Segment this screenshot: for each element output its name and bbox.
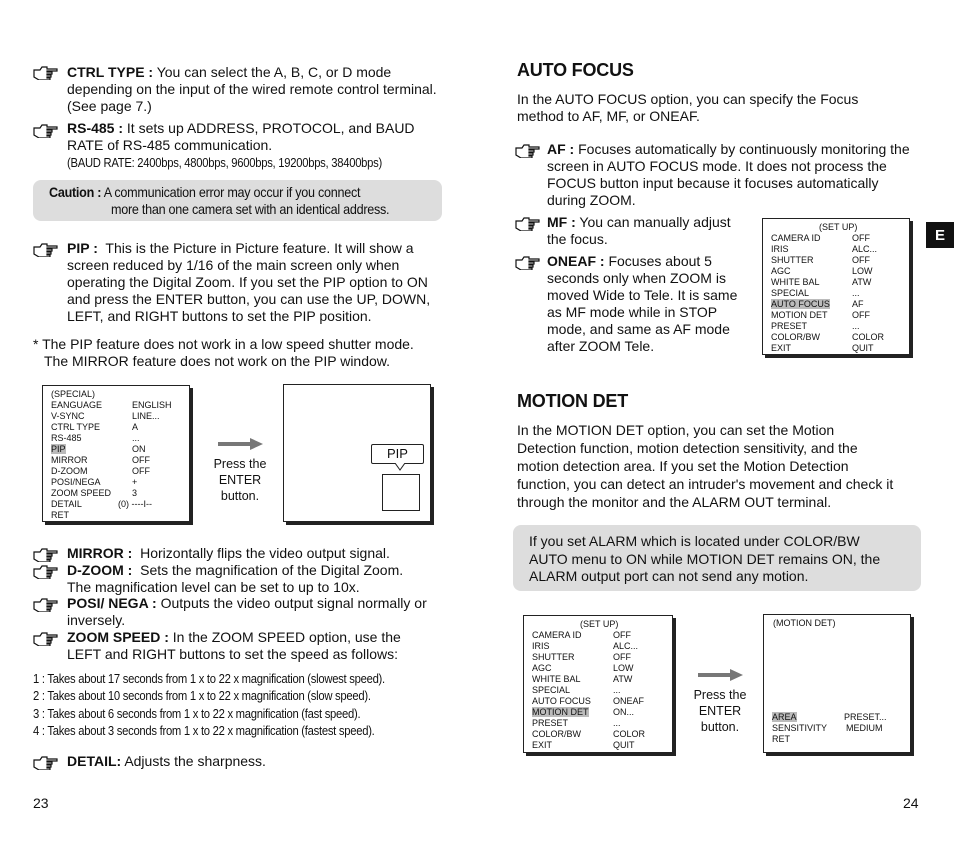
list-item: 4 : Takes about 3 seconds from 1 x to 22 x magnification (fastest speed). — [33, 723, 375, 738]
motion-det-intro: In the MOTION DET option, you can set the Motion Detection function, motion detection sensitivity, and the motion detection area. If you set the Motion Detection function, you can detect an intruder's movement and check it through the monitor and the ALARM OUT terminal. — [517, 422, 894, 510]
auto-focus-intro: In the AUTO FOCUS option, you can specify the Focus method to AF, MF, or ONEAF. — [517, 91, 859, 124]
selected-menu-item: MOTION DET — [532, 707, 589, 717]
mirror-item: MIRROR : Horizontally flips the video output signal. — [67, 545, 390, 561]
list-item: 2 : Takes about 10 seconds from 1 x to 22 x magnification (slow speed). — [33, 689, 371, 704]
press-enter-label: Press the ENTER button. — [693, 688, 747, 734]
pointing-hand-icon — [33, 632, 59, 646]
setup-menu-md: (SET UP) CAMERA ID OFF IRIS ALC... SHUTTER OFF AGC LOW WHITE BAL ATW SPECIAL ... AUTO FOCUS ONEAF MOTION DET ON... PRESET ... COLOR/BW COLOR EXIT QUIT — [523, 615, 673, 753]
selected-menu-item: AREA — [772, 712, 797, 722]
pointing-hand-icon — [33, 756, 59, 770]
press-enter-label: Press the ENTER button. — [213, 457, 267, 503]
list-item: 1 : Takes about 17 seconds from 1 x to 22 x magnification (slowest speed). — [33, 672, 385, 686]
posinega-item: POSI/ NEGA : Outputs the video output signal normally or inversely. — [67, 595, 427, 628]
pointing-hand-icon — [515, 217, 541, 231]
pip-window — [382, 474, 420, 511]
pointing-hand-icon — [33, 548, 59, 562]
detail-item: DETAIL: Adjusts the sharpness. — [67, 753, 266, 769]
selected-menu-item: AUTO FOCUS — [771, 299, 830, 309]
pointing-hand-icon — [515, 256, 541, 270]
callout-pointer-icon — [395, 463, 405, 471]
ctrl-type-item: CTRL TYPE : You can select the A, B, C, or D mode depending on the input of the wired remote control terminal. (See page 7.) — [67, 64, 437, 114]
section-tab-e: E — [926, 222, 954, 248]
dzoom-item: D-ZOOM : Sets the magnification of the Digital Zoom. The magnification level can be set to up to 10x. — [67, 562, 404, 595]
pointing-hand-icon — [33, 243, 59, 257]
right-arrow-icon — [698, 668, 744, 682]
pip-screen — [283, 384, 431, 522]
rs485-item: RS-485 : It sets up ADDRESS, PROTOCOL, and BAUD RATE of RS-485 communication. (BAUD RATE: 2400bps, 4800bps, 9600bps, 19200bps, 38400bps) — [67, 120, 415, 170]
oneaf-item: ONEAF : Focuses about 5 seconds only when ZOOM is moved Wide to Tele. It is same as MF mode while in STOP mode, and same as AF mode after ZOOM Tele. — [547, 253, 738, 354]
pointing-hand-icon — [33, 66, 59, 80]
right-arrow-icon — [218, 437, 264, 451]
pointing-hand-icon — [33, 565, 59, 579]
zoom-speed-list — [33, 671, 443, 740]
page-number-left: 23 — [33, 795, 49, 811]
af-item: AF : Focuses automatically by continuously monitoring the screen in AUTO FOCUS mode. It does not process the FOCUS button input because it focuses automatically during ZOOM. — [547, 141, 910, 208]
motion-det-heading: MOTION DET — [517, 391, 628, 411]
pointing-hand-icon — [33, 124, 59, 138]
list-item: 3 : Takes about 6 seconds from 1 x to 22 x magnification (fast speed). — [33, 706, 361, 721]
alarm-note-box: If you set ALARM which is located under COLOR/BW AUTO menu to ON while MOTION DET remains ON, the ALARM output port can not send any motion. — [513, 525, 921, 591]
pointing-hand-icon — [33, 598, 59, 612]
setup-menu-af: (SET UP) CAMERA ID OFF IRIS ALC... SHUTTER OFF AGC LOW WHITE BAL ATW SPECIAL ... AUTO FOCUS AF MOTION DET OFF PRESET ... COLOR/BW COLOR EXIT QUIT — [762, 218, 910, 355]
pointing-hand-icon — [515, 144, 541, 158]
pip-note: * The PIP feature does not work in a low speed shutter mode. The MIRROR feature does not work on the PIP window. — [33, 336, 414, 369]
special-menu: (SPECIAL) EANGUAGE ENGLISH V-SYNC LINE... CTRL TYPE A RS-485 ... PIP ON MIRROR OFF D-ZOOM OFF POSI/NEGA + ZOOM SPEED 3 DETAIL (0) ----I-- RET — [42, 385, 190, 522]
page-number-right: 24 — [903, 795, 919, 811]
pip-item: PIP : This is the Picture in Picture feature. It will show a screen reduced by 1/16 of the main screen only when operating the Digital Zoom. If you set the PIP option to ON and press the ENTER button, you can use the UP, DOWN, LEFT, and RIGHT buttons to set the PIP position. — [67, 240, 431, 324]
caution-box: Caution : A communication error may occur if you connect more than one camera set with an identical address. — [33, 180, 442, 221]
zoomspeed-item: ZOOM SPEED : In the ZOOM SPEED option, use the LEFT and RIGHT buttons to set the speed as follows: — [67, 629, 401, 662]
pip-callout: PIP — [371, 444, 424, 464]
auto-focus-heading: AUTO FOCUS — [517, 60, 634, 80]
motion-det-menu: (MOTION DET) AREA PRESET... SENSITIVITY MEDIUM RET — [763, 614, 911, 753]
selected-menu-item: PIP — [51, 444, 66, 454]
mf-item: MF : You can manually adjust the focus. — [547, 214, 731, 247]
